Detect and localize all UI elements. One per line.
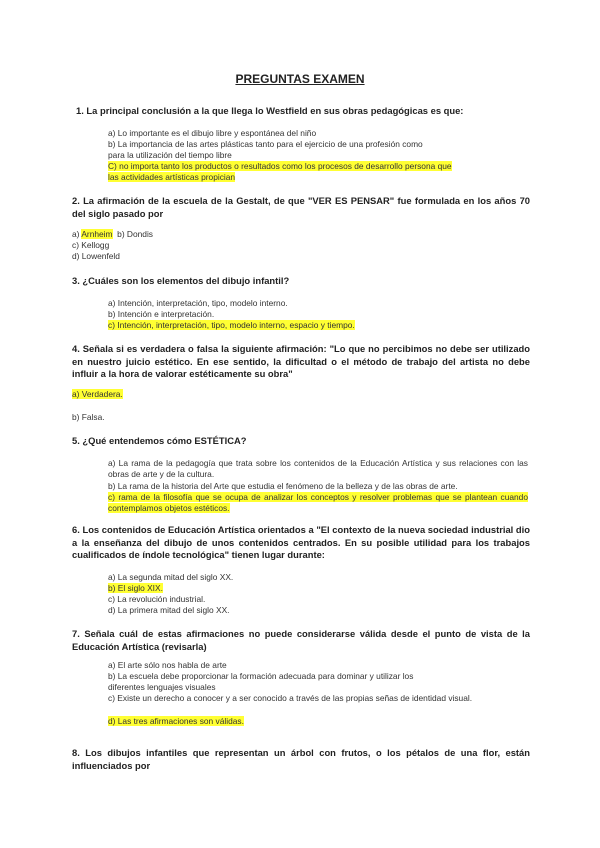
q6-option-a: a) La segunda mitad del siglo XX. (108, 572, 234, 582)
q1-option-c-line1 (108, 161, 452, 172)
q4-answer-highlight: a) Verdadera. (72, 389, 123, 399)
q5-option-a: a) La rama de la pedagogía que trata sobre los contenidos de la Educación Artística y sus relaciones con las obras de arte y de la cultura. (108, 458, 528, 479)
question-2: 2. La afirmación de la escuela de la Gestalt, de que "VER ES PENSAR" fue formulada en los años 70 del siglo pasado por (72, 195, 530, 219)
q7-option-c: c) Existe un derecho a conocer y a ser conocido a través de las propias señas de identidad visual. (108, 693, 473, 703)
q3-option-c (108, 320, 355, 331)
question-3: 3. ¿Cuáles son los elementos del dibujo infantil? (72, 275, 290, 286)
q1-answer-highlight-2: las actividades artísticas propician (108, 172, 236, 182)
q7-option-d (108, 716, 244, 727)
q1-option-c-line2 (108, 172, 235, 183)
question-5: 5. ¿Qué entendemos cómo ESTÉTICA? (72, 435, 247, 446)
q1-option-b-line1: b) La importancia de las artes plásticas tanto para el ejercicio de una profesión como (108, 139, 423, 149)
q6-option-b (108, 583, 163, 594)
q1-answer-highlight: C) no importa tanto los productos o resultados como los procesos de desarrollo persona que (108, 161, 452, 171)
q7-answer-highlight: d) Las tres afirmaciones son válidas. (108, 716, 244, 726)
q1-option-a: a) Lo importante es el dibujo libre y espontánea del niño (108, 128, 317, 138)
q6-option-c: c) La revolución industrial. (108, 594, 206, 604)
q3-option-b: b) Intención e interpretación. (108, 309, 215, 319)
q6-answer-highlight: b) El siglo XIX. (108, 583, 163, 593)
question-8: 8. Los dibujos infantiles que representan un árbol con frutos, o los pétalos de una flor, están influenciados por (72, 747, 530, 771)
q5-answer-highlight: c) rama de la filosofía que se ocupa de analizar los conceptos y resolver problemas que se plantean cuando contemplamos objetos estéticos. (108, 492, 528, 513)
question-4: 4. Señala si es verdadera o falsa la siguiente afirmación: "Lo que no percibimos no debe ser utilizado en nuestro juicio estético. En ese sentido, la dificultad o el método de trabajo del artista no debe influir a la hora de valorar estéticamente su obra" (72, 343, 530, 379)
q7-option-b-line2: diferentes lenguajes visuales (108, 682, 216, 692)
q7-option-b-line1: b) La escuela debe proporcionar la formación adecuada para dominar y utilizar los (108, 671, 414, 681)
q7-option-a: a) El arte sólo nos habla de arte (108, 660, 227, 670)
question-1: 1. La principal conclusión a la que llega lo Westfield en sus obras pedagógicas es que: (76, 105, 464, 116)
q6-option-d: d) La primera mitad del siglo XX. (108, 605, 230, 615)
q2-option-c: c) Kellogg (72, 240, 110, 250)
q1-option-b-line2: para la utilización del tiempo libre (108, 150, 232, 160)
q5-option-c (108, 492, 528, 514)
q3-option-a: a) Intención, interpretación, tipo, modelo interno. (108, 298, 288, 308)
q2-option-d: d) Lowenfeld (72, 251, 120, 261)
question-6: 6. Los contenidos de Educación Artística orientados a "El contexto de la nueva sociedad industrial dio a la enseñanza del dibujo de unos contenidos centrados. En su posible utilidad para los trabajos cualificados de índole tecnológica" tienen lugar durante: (72, 524, 530, 560)
q2-option-a-b (72, 229, 153, 240)
q2-answer-highlight: Arnheim (81, 229, 113, 239)
page-title: PREGUNTAS EXAMEN (235, 72, 365, 86)
q2-option-b: b) Dondis (117, 229, 153, 239)
q4-option-a (72, 389, 123, 400)
q3-answer-highlight: c) Intención, interpretación, tipo, modelo interno, espacio y tiempo. (108, 320, 355, 330)
question-7: 7. Señala cuál de estas afirmaciones no puede considerarse válida desde el punto de vista de la Educación Artística (revisarla) (72, 628, 530, 652)
q5-option-b: b) La rama de la historia del Arte que estudia el fenómeno de la belleza y de las obras de arte. (108, 481, 458, 491)
q4-option-b: b) Falsa. (72, 412, 105, 422)
q2-option-a-prefix: a) (72, 229, 82, 239)
